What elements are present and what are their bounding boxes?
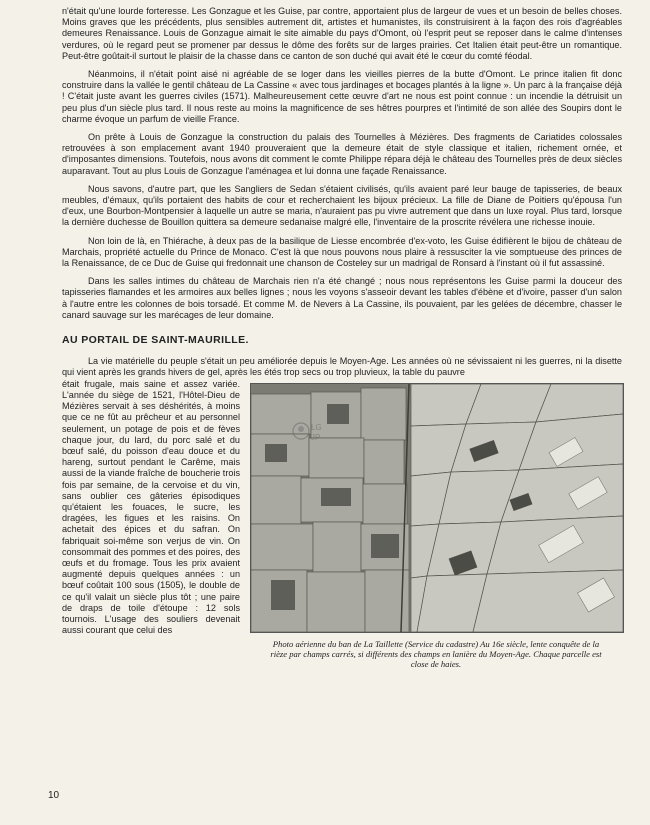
- column-text: était frugale, mais saine et assez variée. L'année du siège de 1521, l'Hôtel-Dieu de Mézières servait à ses déshérités, à moins que ce ne fût au prêcheur et au personnel seulement, un potage de pois et de fèves chaque jour, du lard, du porc salé et du bœuf salé, du poisson d'eau douce et du hareng, surtout pendant le Carême, mais aussi de la viande fraîche de boucherie trois fois par semaine, de la cervoise et du vin, sans oublier ces gâteries épisodiques qu'étaient les fouaces, le sucre, les dragées, les figues et les raisins. On achetait des épices et du safran. On fabriquait soi-même son verjus de vin. On consommait des pommes et des poires, des œufs et du fromage. Tous les prix avaient augmenté depuis quelques années : un bœuf coûtait 100 sous (1505), le double de ce qu'il valait un siècle plus tôt ; une paire de draps de toile d'étoupe : 12 sols tournois. L'usage des souliers devenait aussi courant que celui des: [62, 378, 240, 636]
- page-number: 10: [48, 790, 60, 801]
- paragraph-1: n'était qu'une lourde forteresse. Les Gonzague et les Guise, par contre, apportaient plus de largeur de vues et un besoin de belles choses. Moins graves que les précédents, plus sensibles autrement dit, artistes et humanistes, ils construisirent à la façon des rois d'agréables demeures Renaissance. Louis de Gonzague aimait le site aimable du pays d'Omont, où l'esprit peut se reposer dans le calme d'intenses verdures, où le regard peut se promener par dessus le dôme des forêts sur de larges prairies. Cet Italien était peut-être un romantique. Peut-être goûtait-il surtout le plaisir de la chasse dans ce canton de son duché qui avait été le cœur du comté féodal.: [62, 6, 622, 61]
- library-stamp-logo: [292, 418, 332, 444]
- article-body: [62, 6, 622, 670]
- paragraph-6: Dans les salles intimes du château de Marchais rien n'a été changé ; nous nous représentons les Guise parmi la douceur des tapisseries flamandes et les armoires aux belles lignes ; nous les voyons s'asseoir devant les tables d'ébène et d'ivoire, passer d'un salon à l'autre entre les colonnes de bois torsadé. Et comme M. de Nevers à La Cassine, ils pouvaient, par les gelées de décembre, chasser le canard sauvage sur les marécages de leur domaine.: [62, 276, 622, 320]
- svg-text:LG: LG: [311, 423, 322, 432]
- paragraph-3: On prête à Louis de Gonzague la construction du palais des Tournelles à Mézières. Des fragments de Cariatides colossales retrouvées à son emplacement avant 1940 prouveraient que la demeure était de style classique et italien, richement ornée, et d'imposantes dimensions. Toutefois, nous avons dit comment le comte Philippe répara déjà le château des Tournelles près de deux siècles auparavant. Tout au plus Louis de Gonzague l'aménagea et lui donna une façade Renaissance.: [62, 132, 622, 176]
- paragraph-4: Nous savons, d'autre part, que les Sangliers de Sedan s'étaient civilisés, qu'ils avaient paré leur bauge de tapisseries, de beaux meubles, d'émaux, qu'ils portaient des habits de cour et recherchaient les bijoux précieux. La fille de Diane de Poitiers qu'épousa l'un d'eux, une Bourbon-Montpensier à laquelle un autre se maria, n'auraient pas pu vivre autrement que dans un luxe royal. Plus tard, lorsque la dernière duchesse de Bouillon quittera sa demeure sedanaise malgré elle, l'inventaire de la proscrite révélera une richesse inouie.: [62, 183, 622, 228]
- section-intro: La vie matérielle du peuple s'était un peu améliorée depuis le Moyen-Age. Les années où ne sévissaient ni les guerres, ni la disette qui vient après les grands hivers de gel, après les étés trop secs ou trop pluvieux, la table du pauvre: [62, 356, 622, 378]
- paragraph-5: Non loin de là, en Thiérache, à deux pas de la basilique de Liesse encombrée d'ex-voto, les Guise édifièrent le bijou de château de Marchais, propriété actuelle du Prince de Monaco. C'est là que nous pouvons nous plaire à ressusciter la vie somptueuse des princes de la Renaissance, de ce Duc de Guise qui fredonnait une chanson de Costeley sur un madrigal de Ronsard à l'instant où il fut assassiné.: [62, 235, 622, 269]
- paragraph-2: Néanmoins, il n'était point aisé ni agréable de se loger dans les vieilles pierres de la butte d'Omont. Le prince italien fit donc construire dans la vallée le gentil château de La Cassine « avec tous jardinages et bocages plantés à la ligne ». Un parc à la française déjà ! C'était juste avant les guerres civiles (1571). Malheureusement cette œuvre d'art ne nous est point connue : un incendie la détruisit un peu plus d'un siècle plus tard. Il nous reste au moins la magnificence de ses hêtres pourpres et l'intimité de son allée des Soupirs dont le charme évoque un parfum de vieille France.: [62, 69, 622, 124]
- photo-caption: Photo aérienne du ban de La Taillette (Service du cadastre) Au 16e siècle, lente conquête de la rièze par champs carrés, si différents des champs en lanière du Moyen-Age. Chaque parcelle est close de haies.: [270, 638, 602, 670]
- section-title: AU PORTAIL DE SAINT-MAURILLE.: [62, 334, 249, 347]
- svg-text:JP: JP: [311, 433, 321, 442]
